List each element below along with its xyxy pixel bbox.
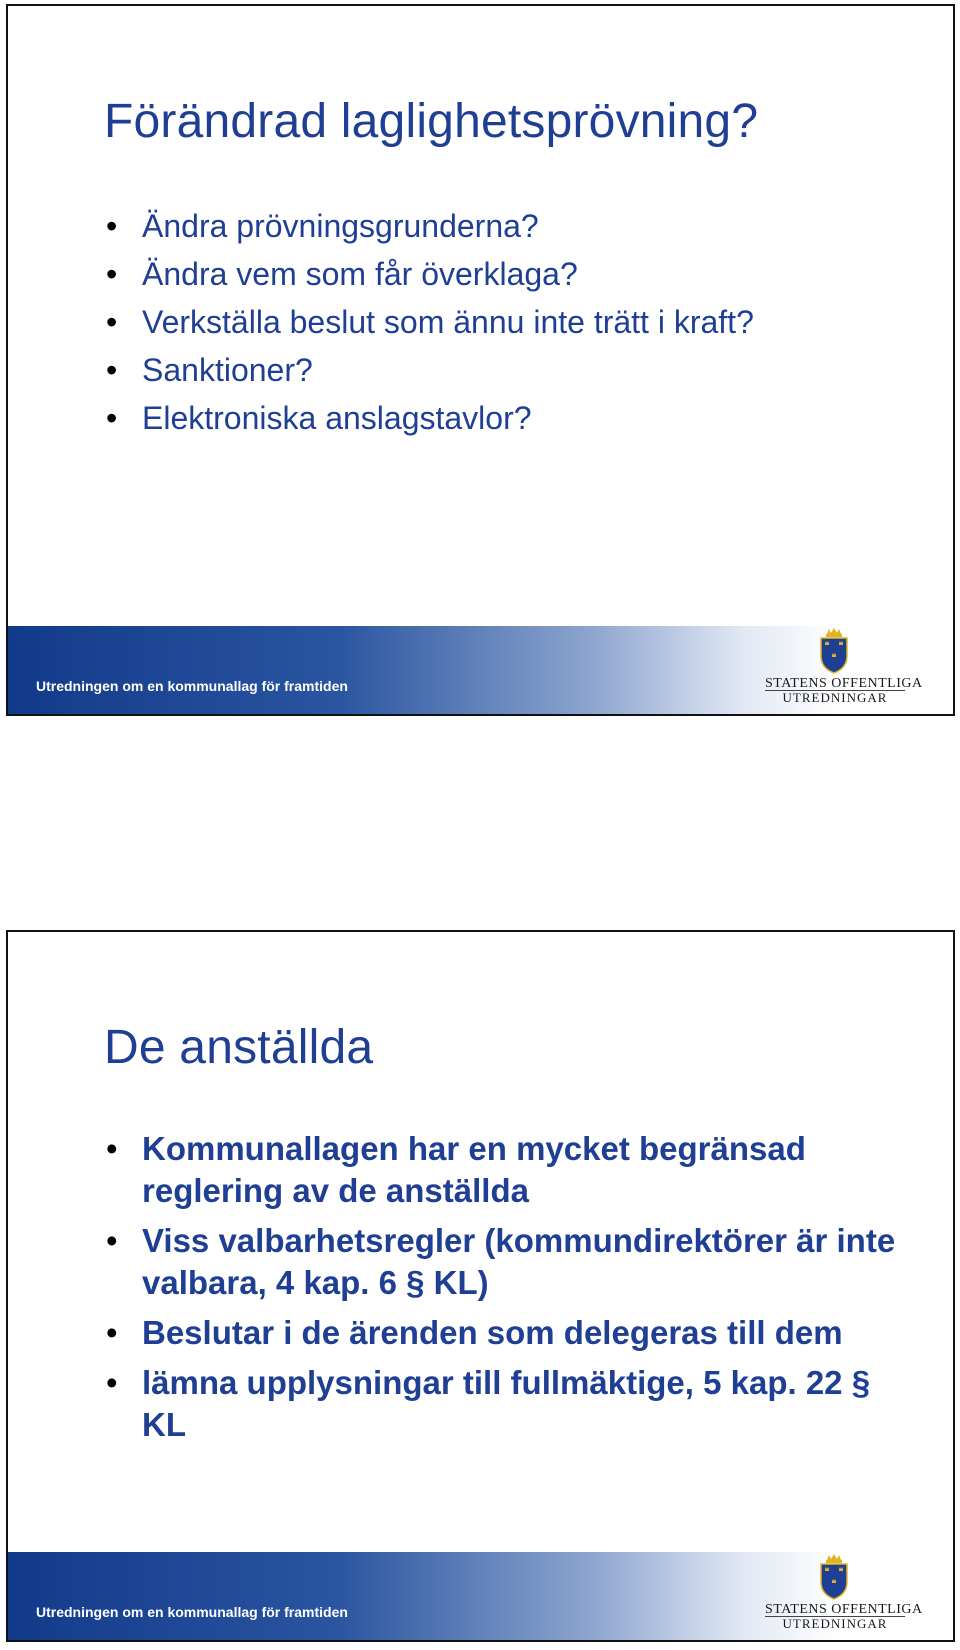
bullet-icon: • [106,1130,118,1167]
slide-title: De anställda [104,1021,374,1074]
three-crowns-crest-icon [817,628,851,674]
bullet-item: • lämna upplysningar till fullmäktige, 5 kap. 22 § KL [106,1364,871,1443]
slide-footer [8,1552,953,1640]
slide-footer [8,626,953,714]
bullet-icon: • [106,304,118,340]
bullet-item: • Ändra prövningsgrunderna? [104,202,754,250]
slide-1 [6,4,955,716]
logo-text-line2: UTREDNINGAR [765,1616,905,1631]
bullet-item: • Elektroniska anslagstavlor? [104,394,754,442]
logo-text-line2: UTREDNINGAR [765,690,905,705]
bullet-item: • Ändra vem som får överklaga? [104,250,754,298]
bullet-icon: • [106,1364,118,1401]
bullet-icon: • [106,256,118,292]
bullet-item: • Kommunallagen har en mycket begränsad reglering av de anställda [106,1130,806,1209]
bullet-icon: • [106,1222,118,1259]
bullet-icon: • [106,352,118,388]
logo-text-line1: STATENS OFFENTLIGA [765,1602,923,1617]
sou-logo [765,1552,923,1632]
three-crowns-crest-icon [817,1554,851,1600]
footer-text: Utredningen om en kommunallag för framtiden [36,678,348,694]
slide-2 [6,930,955,1642]
bullet-icon: • [106,208,118,244]
footer-text: Utredningen om en kommunallag för framtiden [36,1604,348,1620]
bullet-item: • Viss valbarhetsregler (kommundirektörer är inte valbara, 4 kap. 6 § KL) [106,1222,896,1301]
sou-logo [765,626,923,706]
slide-title: Förändrad laglighetsprövning? [104,95,759,148]
bullet-item: • Beslutar i de ärenden som delegeras till dem [104,1312,922,1354]
bullet-item: • Verkställa beslut som ännu inte trätt i kraft? [104,298,754,346]
bullet-list [104,1128,922,1454]
logo-text-line1: STATENS OFFENTLIGA [765,676,923,691]
bullet-list [104,202,754,442]
bullet-item: • Sanktioner? [104,346,754,394]
bullet-icon: • [106,1314,118,1351]
bullet-icon: • [106,400,118,436]
